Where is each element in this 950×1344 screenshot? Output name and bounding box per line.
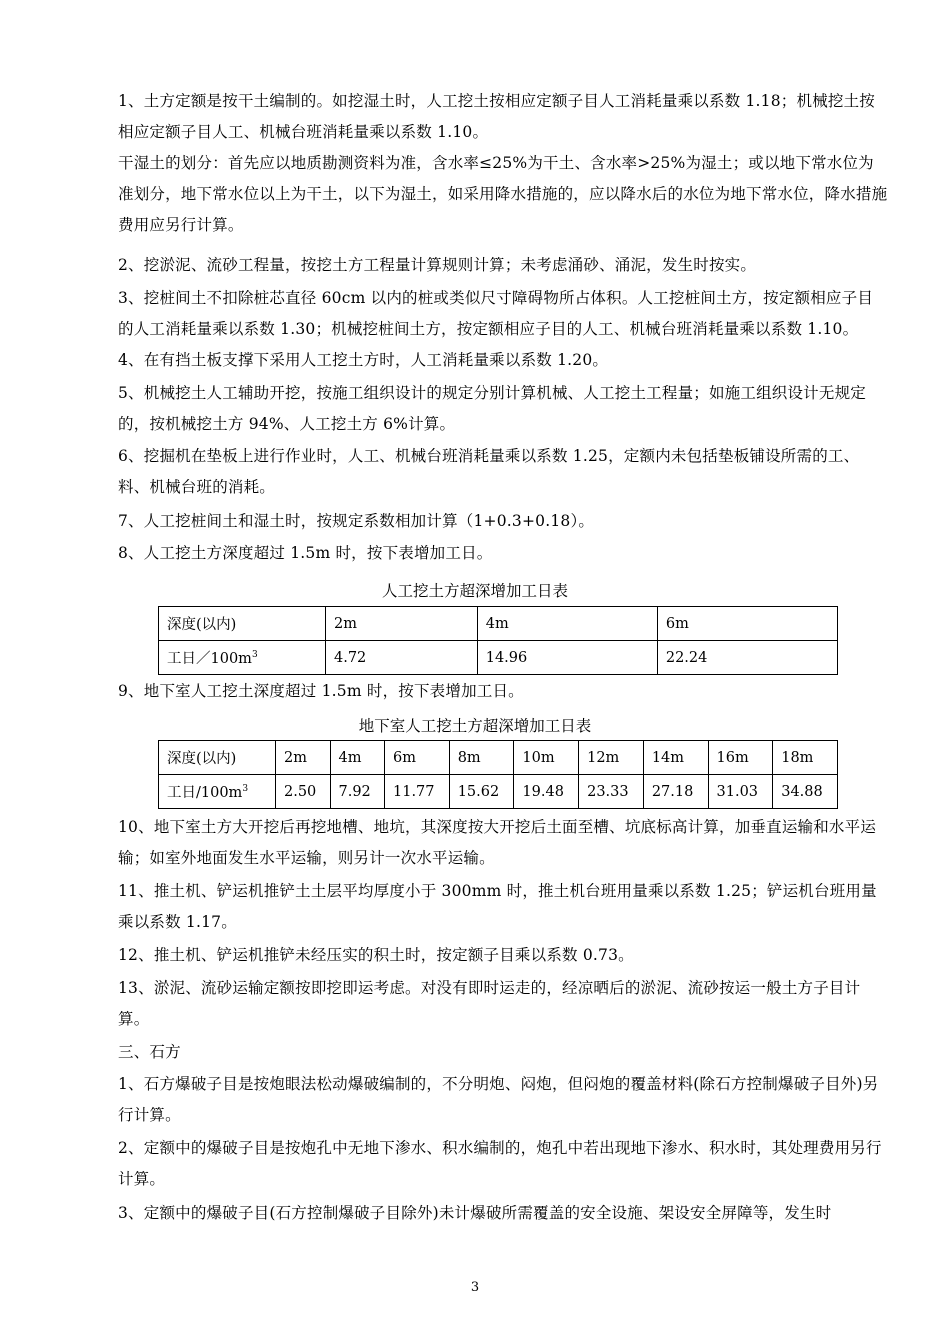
table-cell: 23.33 (579, 775, 644, 809)
paragraph-9: 9、地下室人工挖土深度超过 1.5m 时，按下表增加工日。 (118, 682, 524, 700)
table-cell: 22.24 (657, 641, 837, 675)
table-row (159, 641, 838, 675)
section-heading-stone: 三、石方 (118, 1043, 181, 1061)
table-row (159, 775, 838, 809)
row-label: 工日／100m (167, 651, 252, 667)
table-cell: 深度(以内) (159, 607, 326, 641)
table-cell: 10m (514, 741, 579, 775)
table-row (159, 741, 838, 775)
table-cell: 27.18 (643, 775, 708, 809)
table-cell: 11.77 (385, 775, 450, 809)
table-cell: 6m (385, 741, 450, 775)
table-cell: 2.50 (276, 775, 331, 809)
table-cell: 18m (773, 741, 838, 775)
table-cell: 2m (326, 607, 478, 641)
paragraph-8: 8、人工挖土方深度超过 1.5m 时，按下表增加工日。 (118, 544, 493, 562)
paragraph-5: 5、机械挖土人工辅助开挖，按施工组织设计的规定分别计算机械、人工挖土工程量；如施工组织设计无规定的，按机械挖土方 94%、人工挖土方 6%计算。 (118, 384, 866, 433)
table-cell: 16m (708, 741, 773, 775)
table-cell: 15.62 (449, 775, 514, 809)
paragraph-1: 1、土方定额是按干土编制的。如挖湿土时，人工挖土按相应定额子目人工消耗量乘以系数 1.18；机械挖土按相应定额子目人工、机械台班消耗量乘以系数 1.10。 (118, 92, 876, 141)
paragraph-7: 7、人工挖桩间土和湿土时，按规定系数相加计算（1+0.3+0.18）。 (118, 512, 595, 530)
paragraph-12: 12、推土机、铲运机推铲未经压实的积土时，按定额子目乘以系数 0.73。 (118, 946, 634, 964)
paragraph-stone-1: 1、石方爆破子目是按炮眼法松动爆破编制的，不分明炮、闷炮，但闷炮的覆盖材料(除石方控制爆破子目外)另行计算。 (118, 1075, 879, 1124)
paragraph-stone-2: 2、定额中的爆破子目是按炮孔中无地下渗水、积水编制的，炮孔中若出现地下渗水、积水时，其处理费用另行计算。 (118, 1139, 882, 1188)
paragraph-2: 2、挖淤泥、流砂工程量，按挖土方工程量计算规则计算；未考虑涌砂、涌泥，发生时按实。 (118, 256, 757, 274)
paragraph-11: 11、推土机、铲运机推铲土土层平均厚度小于 300mm 时，推土机台班用量乘以系数 1.25；铲运机台班用量乘以系数 1.17。 (118, 882, 877, 931)
table-cell: 14.96 (477, 641, 657, 675)
paragraph-3: 3、挖桩间土不扣除桩芯直径 60cm 以内的桩或类似尺寸障碍物所占体积。人工挖桩间土方，按定额相应子目的人工消耗量乘以系数 1.30；机械挖桩间土方，按定额相应子目的人工、机械台班消耗量乘以系数 1.10。 (118, 289, 874, 338)
paragraph-4: 4、在有挡土板支撑下采用人工挖土方时，人工消耗量乘以系数 1.20。 (118, 351, 609, 369)
table-cell: 6m (657, 607, 837, 641)
table-row (159, 607, 838, 641)
paragraph-stone-3: 3、定额中的爆破子目(石方控制爆破子目除外)未计爆破所需覆盖的安全设施、架设安全屏障等，发生时 (118, 1204, 832, 1222)
page-number: 3 (470, 1280, 480, 1295)
table-cell: 4m (330, 741, 385, 775)
table-1 (158, 606, 838, 675)
unit-superscript: 3 (242, 784, 249, 795)
table-cell: 12m (579, 741, 644, 775)
table-1-caption: 人工挖土方超深增加工日表 (381, 582, 568, 600)
table-cell: 4.72 (326, 641, 478, 675)
paragraph-10: 10、地下室土方大开挖后再挖地槽、地坑，其深度按大开挖后土面至槽、坑底标高计算，加垂直运输和水平运输；如室外地面发生水平运输，则另计一次水平运输。 (118, 818, 877, 867)
paragraph-6: 6、挖掘机在垫板上进行作业时，人工、机械台班消耗量乘以系数 1.25，定额内未包括垫板铺设所需的工、料、机械台班的消耗。 (118, 447, 860, 496)
paragraph-13: 13、淤泥、流砂运输定额按即挖即运考虑。对没有即时运走的，经凉晒后的淤泥、流砂按运一般土方子目计算。 (118, 979, 861, 1028)
table-cell: 8m (449, 741, 514, 775)
table-cell: 31.03 (708, 775, 773, 809)
table-cell: 7.92 (330, 775, 385, 809)
table-cell: 深度(以内) (159, 741, 276, 775)
table-cell (159, 641, 326, 675)
table-cell: 14m (643, 741, 708, 775)
paragraph-dry-wet: 干湿土的划分：首先应以地质勘测资料为准，含水率≤25%为干土、含水率>25%为湿土；或以地下常水位为准划分，地下常水位以上为干土，以下为湿土，如采用降水措施的，应以降水后的水位为地下常水位，降水措施费用应另行计算。 (118, 154, 888, 234)
table-2 (158, 740, 838, 809)
table-2-caption: 地下室人工挖土方超深增加工日表 (358, 717, 592, 735)
table-cell: 19.48 (514, 775, 579, 809)
table-cell: 4m (477, 607, 657, 641)
table-cell: 34.88 (773, 775, 838, 809)
row-label: 工日/100m (167, 785, 243, 801)
table-cell (159, 775, 276, 809)
unit-superscript: 3 (251, 650, 258, 661)
table-cell: 2m (276, 741, 331, 775)
